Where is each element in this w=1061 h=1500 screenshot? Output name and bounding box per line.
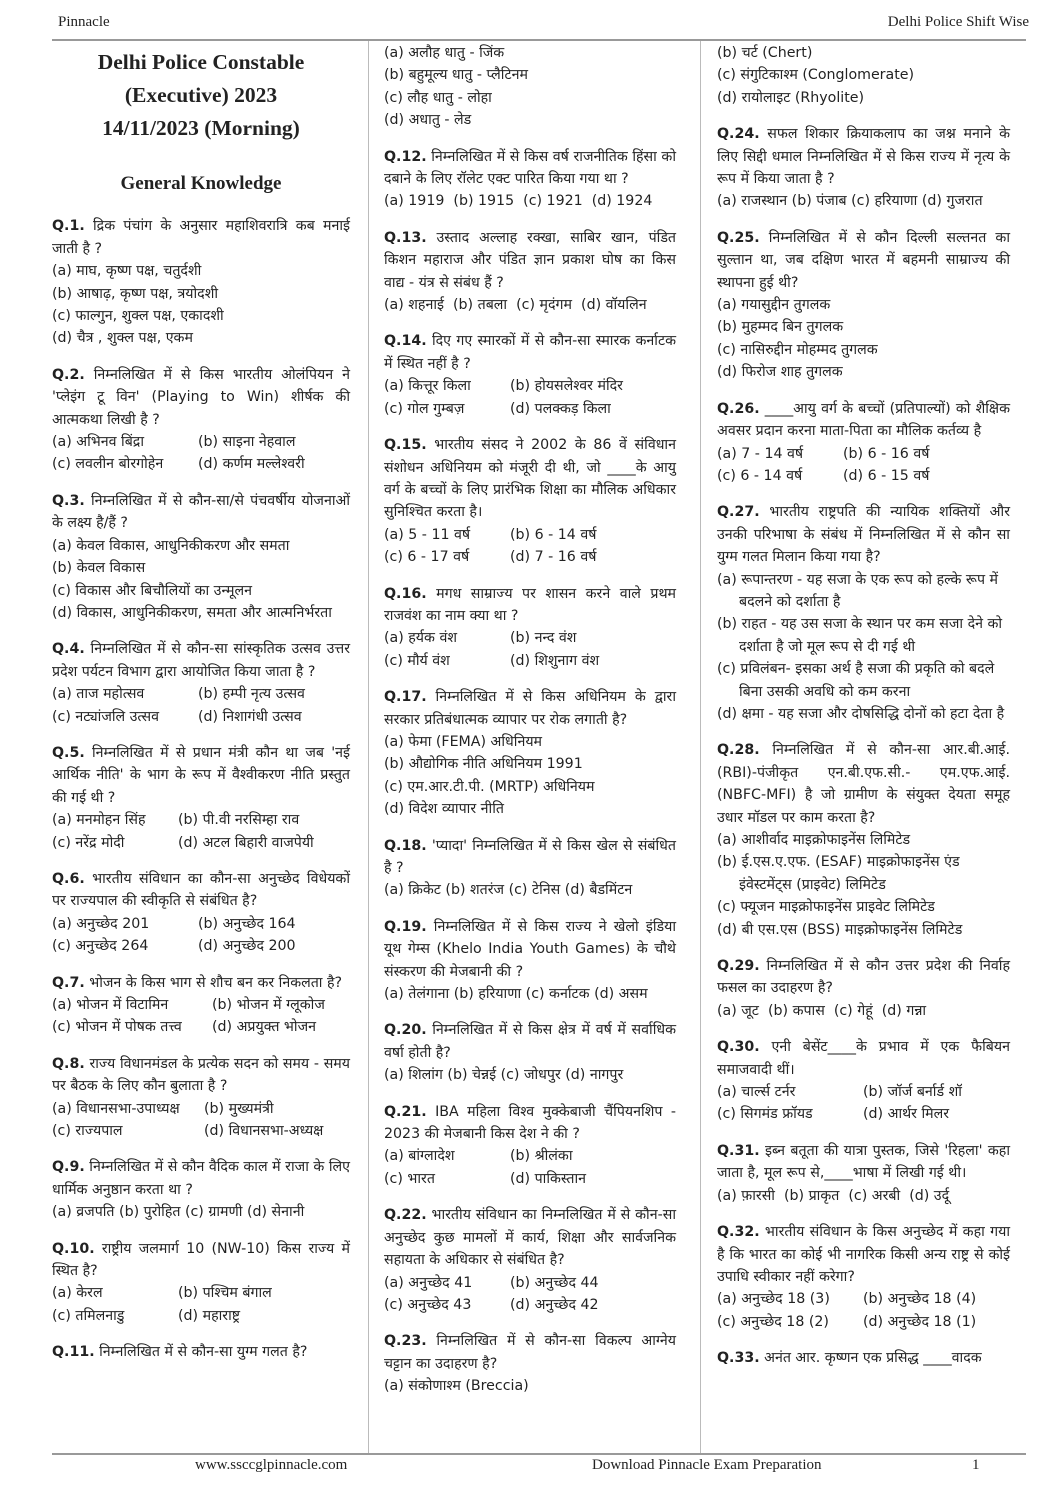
header-rule bbox=[52, 39, 1026, 41]
column-2 bbox=[384, 42, 676, 1412]
question-23-stem: Q.23. निम्नलिखित में से कौन-सा विकल्प आग्नेय चट्टान का उदाहरण है? (a) संकोणाश्म (Breccia) bbox=[384, 1333, 676, 1395]
question-9: Q.9. निम्नलिखित में से कौन वैदिक काल में राजा के लिए धार्मिक अनुष्ठान करता था ? (a) व्रजपति (b) पुरोहित (c) ग्रामणी (d) सेनानी bbox=[52, 1159, 351, 1221]
question-26: Q.26. ____आयु वर्ग के बच्चों (प्रतिपाल्यों) को शैक्षिक अवसर प्रदान करना माता-पिता का मौलिक कर्तव्य है (a) 7 - 14 वर्ष (b) 6 - 16 वर्ष (c) 6 - 14 वर्ष (d) 6 - 15 वर्ष bbox=[717, 400, 1010, 484]
column-divider bbox=[368, 41, 369, 1453]
column-divider bbox=[700, 41, 701, 1453]
question-15: Q.15. भारतीय संसद ने 2002 के 86 वें संविधान संशोधन अधिनियम को मंजूरी दी थी, जो ____के आयु वर्ग के बच्चों के लिए प्रारंभिक शिक्षा का मौलिक अधिकार सुनिश्चित करता है। (a) 5 - 11 वर्ष (b) 6 - 14 वर्ष (c) 6 - 17 वर्ष (d) 7 - 16 वर्ष bbox=[384, 437, 676, 566]
question-14: Q.14. दिए गए स्मारकों में से कौन-सा स्मारक कर्नाटक में स्थित नहीं है ? (a) कित्तूर किला (b) होयसलेश्वर मंदिर (c) गोल गुम्बज़ (d) पलक्कड़ किला bbox=[384, 333, 676, 417]
column-3 bbox=[717, 42, 1010, 1384]
question-31: Q.31. इब्न बतूता की यात्रा पुस्तक, जिसे 'रिहला' कहा जाता है, मूल रूप से,____भाषा में लिखी गई थी। (a) फ़ारसी (b) प्राकृत (c) अरबी (d) उर्दू bbox=[717, 1142, 1011, 1204]
question-1: Q.1. द्रिक पंचांग के अनुसार महाशिवरात्रि कब मनाई जाती है ? (a) माघ, कृष्ण पक्ष, चतुर्दशी (b) आषाढ़, कृष्ण पक्ष, त्रयोदशी (c) फाल्गुन, शुक्ल पक्ष, एकादशी (d) चैत्र , शुक्ल पक्ष, एकम bbox=[52, 218, 351, 347]
footer-rule bbox=[52, 1453, 1026, 1455]
question-13: Q.13. उस्ताद अल्लाह रक्खा, साबिर खान, पंडित किशन महाराज और पंडित ज्ञान प्रकाश घोष का किस वाद्य - यंत्र से संबंध हैं ? (a) शहनाई (b) तबला (c) मृदंगम (d) वॉयलिन bbox=[384, 229, 676, 314]
question-11-stem: Q.11. निम्नलिखित में से कौन-सा युग्म गलत है? bbox=[52, 1344, 308, 1361]
question-32: Q.32. भारतीय संविधान के किस अनुच्छेद में कहा गया है कि भारत का कोई भी नागरिक किसी अन्य राष्ट्र से कोई उपाधि स्वीकार नहीं करेगा? (a) अनुच्छेद 18 (3) (b) अनुच्छेद 18 (4) (c) अनुच्छेद 18 (2) (d) अनुच्छेद 18 (1) bbox=[717, 1224, 1010, 1330]
question-10: Q.10. राष्ट्रीय जलमार्ग 10 (NW-10) किस राज्य में स्थित है? (a) केरल (b) पश्चिम बंगाल (c) तमिलनाडु (d) महाराष्ट्र bbox=[52, 1240, 350, 1324]
question-6: Q.6. भारतीय संविधान का कौन-सा अनुच्छेद विधेयकों पर राज्यपाल की स्वीकृति से संबंधित है? (a) अनुच्छेद 201 (b) अनुच्छेद 164 (c) अनुच्छेद 264 (d) अनुच्छेद 200 bbox=[52, 870, 350, 955]
question-11-options: (a) अलौह धातु - जिंक (b) बहुमूल्य धातु - प्लैटिनम (c) लौह धातु - लोहा (d) अधातु - लेड bbox=[384, 45, 528, 129]
question-18: Q.18. 'प्यादा' निम्नलिखित में से किस खेल से संबंधित है ? (a) क्रिकेट (b) शतरंज (c) टेनिस (d) बैडमिंटन bbox=[384, 837, 676, 899]
question-5: Q.5. निम्नलिखित में से प्रधान मंत्री कौन था जब 'नई आर्थिक नीति' के भाग के रूप में वैश्वीकरण नीति प्रस्तुत की गई थी ? (a) मनमोहन सिंह (b) पी.वी नरसिम्हा राव (c) नरेंद्र मोदी (d) अटल बिहारी वाजपेयी bbox=[52, 744, 350, 851]
question-24: Q.24. सफल शिकार क्रियाकलाप का जश्न मनाने के लिए सिद्दी धमाल निम्नलिखित में से किस राज्य में नृत्य के रूप में किया जाता है ? (a) राजस्थान (b) पंजाब (c) हरियाणा (d) गुजरात bbox=[717, 126, 1010, 210]
question-20: Q.20. निम्नलिखित में से किस क्षेत्र में वर्ष में सर्वाधिक वर्षा होती है? (a) शिलांग (b) चेन्नई (c) जोधपुर (d) नागपुर bbox=[384, 1022, 676, 1084]
document-title: Delhi Police Constable (Executive) 2023 14/11/2023 (Morning) bbox=[97, 50, 305, 140]
question-21: Q.21. IBA महिला विश्व मुक्केबाजी चैंपियनशिप - 2023 की मेजबानी किस देश ने की ? (a) बांग्लादेश (b) श्रीलंका (c) भारत (d) पाकिस्तान bbox=[384, 1103, 676, 1187]
header-series: Delhi Police Shift Wise bbox=[887, 14, 1029, 30]
question-12: Q.12. निम्नलिखित में से किस वर्ष राजनीतिक हिंसा को दबाने के लिए रॉलेट एक्ट पारित किया गया था ? (a) 1919 (b) 1915 (c) 1921 (d) 1924 bbox=[384, 148, 676, 210]
question-29: Q.29. निम्नलिखित में से कौन उत्तर प्रदेश की निर्वाह फसल का उदाहरण है? (a) जूट (b) कपास (c) गेहूं (d) गन्ना bbox=[717, 958, 1010, 1019]
question-7: Q.7. भोजन के किस भाग से शौच बन कर निकलता है? (a) भोजन में विटामिन (b) भोजन में ग्लूकोज (c) भोजन में पोषक तत्त्व (d) अप्रयुक्त भोजन bbox=[52, 974, 343, 1036]
question-17: Q.17. निम्नलिखित में से किस अधिनियम के द्वारा सरकार प्रतिबंधात्मक व्यापार पर रोक लगाती है? (a) फेमा (FEMA) अधिनियम (b) औद्योगिक नीति अधिनियम 1991 (c) एम.आर.टी.पी. (MRTP) अधिनियम (d) विदेश व्यापार नीति bbox=[384, 689, 676, 818]
question-23-options: (b) चर्ट (Chert) (c) संगुटिकाश्म (Conglomerate) (d) रायोलाइट (Rhyolite) bbox=[717, 45, 915, 106]
question-33-stem: Q.33. अनंत आर. कृष्णन एक प्रसिद्ध ____वादक bbox=[717, 1350, 982, 1367]
question-3: Q.3. निम्नलिखित में से कौन-सा/से पंचवर्षीय योजनाओं के लक्ष्य है/हैं ? (a) केवल विकास, आधुनिकीकरण और समता (b) केवल विकास (c) विकास और बिचौलियों का उन्मूलन (d) विकास, आधुनिकीकरण, समता और आत्मनिर्भरता bbox=[52, 492, 350, 621]
page-header bbox=[58, 14, 1029, 36]
question-22: Q.22. भारतीय संविधान का निम्नलिखित में से कौन-सा अनुच्छेद कुछ मामलों में कार्य, शिक्षा और सार्वजनिक सहायता के अधिकार से संबंधित है? (a) अनुच्छेद 41 (b) अनुच्छेद 44 (c) अनुच्छेद 43 (d) अनुच्छेद 42 bbox=[384, 1207, 676, 1313]
question-28: Q.28. निम्नलिखित में से कौन-सा आर.बी.आई. (RBI)-पंजीकृत एन.बी.एफ.सी.- एम.एफ.आई. (NBFC-MFI) है जो ग्रामीण के संयुक्त देयता समूह उधार मॉडल पर काम करता है? (a) आशीर्वाद माइक्रोफाइनेंस लिमिटेड (b) ई.एस.ए.एफ. (ESAF) माइक्रोफाइनेंस एंड इंवेस्टमेंट्स (प्राइवेट) लिमिटेड (c) फ्यूजन माइक्रोफाइनेंस प्राइवेट लिमिटेड (d) बी एस.एस (BSS) माइक्रोफाइनेंस लिमिटेड bbox=[717, 742, 1010, 938]
question-8: Q.8. राज्य विधानमंडल के प्रत्येक सदन को समय - समय पर बैठक के लिए कौन बुलाता है ? (a) विधानसभा-उपाध्यक्ष (b) मुख्यमंत्री (c) राज्यपाल (d) विधानसभा-अध्यक्ष bbox=[52, 1055, 350, 1140]
question-30: Q.30. एनी बेसेंट____के प्रभाव में एक फैबियन समाजवादी थीं। (a) चार्ल्स टर्नर (b) जॉर्ज बर्नार्ड शॉ (c) सिगमंड फ्रॉयड (d) आर्थर मिलर bbox=[717, 1039, 1010, 1123]
question-16: Q.16. मगध साम्राज्य पर शासन करने वाले प्रथम राजवंश का नाम क्या था ? (a) हर्यक वंश (b) नन्द वंश (c) मौर्य वंश (d) शिशुनाग वंश bbox=[384, 585, 676, 669]
subject-heading: General Knowledge bbox=[120, 173, 282, 194]
question-25: Q.25. निम्नलिखित में से कौन दिल्ली सल्तनत का सुल्तान था, जब दक्षिण भारत में बहमनी साम्राज्य की स्थापना हुई थी? (a) गयासुद्दीन तुगलक (b) मुहम्मद बिन तुगलक (c) नासिरुद्दीन मोहम्मद तुगलक (d) फिरोज शाह तुगलक bbox=[717, 229, 1010, 381]
footer-website-link[interactable]: www.ssccglpinnacle.com bbox=[195, 1457, 348, 1473]
question-4: Q.4. निम्नलिखित में से कौन-सा सांस्कृतिक उत्सव उत्तर प्रदेश पर्यटन विभाग द्वारा आयोजित किया जाता है ? (a) ताज महोत्सव (b) हम्पी नृत्य उत्सव (c) नट्यांजलि उत्सव (d) निशागंधी उत्सव bbox=[52, 641, 351, 725]
header-brand: Pinnacle bbox=[58, 14, 110, 30]
question-19: Q.19. निम्नलिखित में से किस राज्य ने खेलो इंडिया यूथ गेम्स (Khelo India Youth Games) के चौथे संस्करण की मेजबानी की ? (a) तेलंगाना (b) हरियाणा (c) कर्नाटक (d) असम bbox=[384, 918, 676, 1003]
question-27: Q.27. भारतीय राष्ट्रपति की न्यायिक शक्तियों और उनकी परिभाषा के संबंध में निम्नलिखित में से कौन सा युग्म गलत मिलान किया गया है? (a) रूपान्तरण - यह सजा के एक रूप को हल्के रूप में बदलने को दर्शाता है (b) राहत - यह उस सजा के स्थान पर कम सजा देने को दर्शाता है जो मूल रूप से दी गई थी (c) प्रविलंबन- इसका अर्थ है सजा की प्रकृति को बदले बिना उसकी अवधि को कम करना (d) क्षमा - यह सजा और दोषसिद्धि दोनों को हटा देता है bbox=[717, 504, 1010, 722]
page-number: 1 bbox=[972, 1457, 980, 1473]
question-2: Q.2. निम्नलिखित में से किस भारतीय ओलंपियन ने 'प्लेइंग टू विन' (Playing to Win) शीर्षक की आत्मकथा लिखी है ? (a) अभिनव बिंद्रा (b) साइना नेहवाल (c) लवलीन बोरगोहेन (d) कर्णम मल्लेश्वरी bbox=[52, 366, 350, 473]
column-1 bbox=[52, 42, 350, 1378]
footer-promo: Download Pinnacle Exam Preparation bbox=[592, 1457, 822, 1473]
